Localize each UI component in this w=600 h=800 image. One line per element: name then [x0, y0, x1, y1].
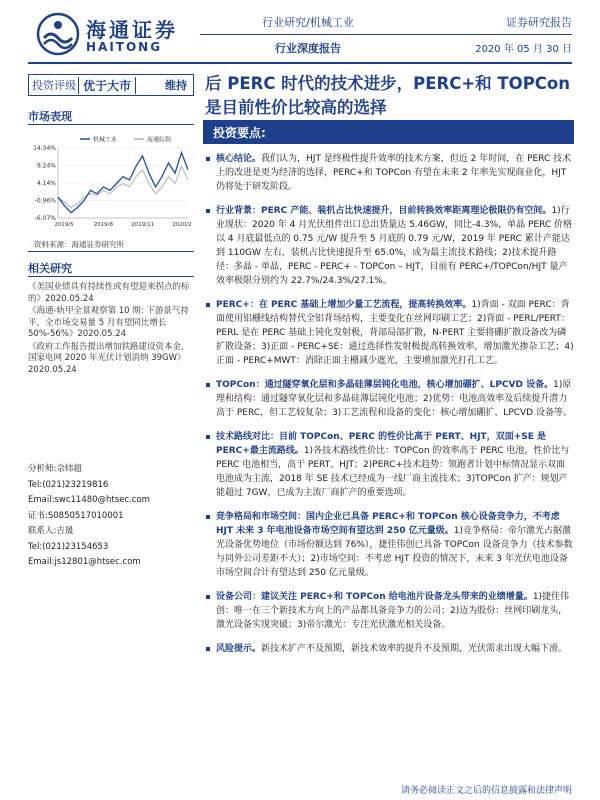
key-points-list [206, 152, 574, 666]
key-point-risk [206, 642, 574, 656]
logo-english-name: HAITONG [86, 40, 163, 54]
y-tick-label: -6.07% [34, 215, 56, 222]
bullet-icon [206, 595, 210, 599]
key-point-core-conclusion [206, 152, 574, 194]
related-research-title: 相关研究 [28, 262, 72, 275]
analyst-certificate: 证书:S0850517010001 [28, 510, 124, 521]
analyst-name: 分析师:佘炜超 [28, 464, 82, 474]
key-point-topcon [206, 378, 574, 420]
point-lead: 行业背景：PERC 产能、装机占比快速提升，目前转换效率距离理论极限仍有空间。 [216, 206, 552, 216]
chart-bottom-rule [28, 251, 194, 252]
disclaimer-footer: 请务必阅读正文之后的信息披露和法律声明 [400, 786, 572, 796]
related-item[interactable]: 《美国业绩具有持续性或有望迎来拐点的标的》2020.05.24 [28, 282, 190, 304]
y-tick-label: -0.96% [34, 197, 56, 205]
y-tick-label: 9.24% [36, 162, 56, 170]
bullet-icon [206, 303, 210, 307]
header-divider-thin [200, 34, 572, 35]
x-tick-label: 2019/8 [93, 222, 114, 228]
report-type: 行业深度报告 [275, 42, 341, 55]
y-tick-label: 4.14% [36, 180, 56, 187]
bullet-icon [206, 435, 210, 439]
header-divider-thick [28, 62, 572, 64]
contact-email[interactable]: Email:js12801@htsec.com [28, 557, 141, 567]
analyst-contacts [28, 462, 194, 571]
point-lead: 技术路线对比：目前 TOPCon、PERC 的性价比高于 PERT、HJT，双面+SE 是 PERC+最主流路线。 [216, 432, 546, 456]
point-text: 我们认为，HJT 是终极性提升效率的技术方案，但近 2 年时间，在 PERC 技术上的改进是更为经济的选择，PERC+和 TOPCon 有望在未来 2 年率先实现商业化，HJT 仍将处于研发阶段。 [216, 154, 572, 192]
x-tick-label: 2019/5 [54, 222, 74, 228]
point-lead: 竞争格局和市场空间：国内企业已具备 PERC+和 TOPCon 核心设备竞争力，不考虑 HJT 未来 3 年电池设备市场空间有望达到 250 亿元量级。 [216, 512, 560, 536]
point-lead: PERC+：在 PERC 基础上增加少量工艺流程，提高转换效率。 [216, 300, 472, 310]
investment-rating [28, 74, 194, 96]
series-line-index [58, 166, 188, 207]
bullet-icon [206, 647, 210, 651]
point-text: 1)捷佳伟创：唯一在三个新技术方向上的产品都具备竞争力的公司；2)迈为股份：丝网印刷龙头，激光设备实现突破；3)帝尔激光：专注光伏激光相关设备。 [216, 592, 570, 630]
report-title: 后 PERC 时代的技术进步，PERC+和 TOPCon 是目前性价比较高的选择 [205, 74, 570, 117]
y-tick-label: 14.34% [33, 145, 56, 152]
x-tick-label: 2019/11 [131, 222, 155, 228]
contact-tel: Tel:(021)23154653 [28, 541, 109, 552]
point-text: 新技术扩产不及预期，新技术效率的提升不及预期，光伏需求出现大幅下滑。 [261, 644, 568, 654]
legend-label: 海通综指 [147, 136, 172, 144]
rating-value: 优于大市 [78, 77, 136, 94]
market-chart [28, 132, 194, 236]
right-title: 证券研究报告 [506, 16, 572, 29]
market-performance-title: 市场表现 [28, 110, 72, 123]
contact-name: 联系人:吉晟 [28, 526, 74, 536]
point-text: 1)原理和结构：通过隧穿氧化层和多晶硅薄层钝化电池；2)优势：电池高效率及后续提升潜力高于 PERC，但工艺较复杂；3)工艺流程和设备的变化：核心增加硼扩、LPCVD 设备等。 [216, 380, 572, 418]
report-category: 行业研究/机械工业 [262, 16, 354, 29]
bullet-icon [206, 157, 210, 161]
point-text: 1)各技术路线性价比：TOPCon 的效率高于 PERC 电池，性价比与 PERC 电池相当，高于 PERT、HJT；2)PERC+技术趋势：领跑者计划中标情况显示双面电池成为主流，2018 年 SE 技术已经成为一线厂商主流技术；3)TOPCon 扩产：规划产能超过 7GW，已成为主流厂商扩产的重要选项。 [216, 446, 570, 498]
related-item[interactable]: 《政府工作报告提出增加铁路建设资本金，国家电网 2020 年光伏计划消纳 39GW》2020.05.24 [28, 341, 190, 375]
point-lead: 核心结论。 [216, 154, 262, 164]
rating-label: 投资评级 [32, 79, 76, 92]
point-text: 1)背面 - 双面 PERC：背面使用铝栅线结构替代全铝背场结构，主要变化在丝网印刷工艺；2)背面 - PERL/PERT：PERL 是在 PERC 基础上钝化发射极，背部局部扩散，N-PERT 主要将硼扩散设备改为磷扩散设备；3)正面 - PERC+SE：通过选择性发射极提高转换效率，增加激光掺杂工艺；4)正面 - PERC+MWT：消除正面主栅减少遮光，主要增加激光打孔工艺。 [216, 300, 574, 366]
key-points-header: 投资要点: [203, 120, 574, 144]
key-point-equipment-companies [206, 590, 574, 632]
key-point-perc-plus [206, 298, 574, 368]
point-lead: 风险提示。 [216, 644, 262, 654]
market-chart-svg [28, 132, 194, 236]
report-date: 2020 年 05 月 30 日 [475, 44, 572, 55]
haitong-logo-icon [36, 12, 80, 56]
market-title-rule [28, 124, 194, 125]
related-title-rule [28, 276, 194, 277]
report-header [0, 0, 600, 64]
key-point-competition-market [206, 510, 574, 580]
related-research-list [28, 282, 194, 377]
logo-chinese-name: 海通证券 [86, 18, 178, 42]
related-item[interactable]: 《海通-轨甲全景观察第 10 期: 下游景气持平，全市场交易量 5 月有望同比增长 50%-56%》2020.05.24 [28, 306, 189, 339]
bullet-icon [206, 209, 210, 213]
point-text: 1)行业现状：2020 年 4 月光伏组件出口总出货量达 5.46GW，同比-4.3%，单晶 PERC 价格以 4 月底最低点的 0.75 元/W 提升至 5 月底的 0.79 元/W，2019 年 PERC 累计产能达到 110GW 左右，装机占比快速提升至 65.0%，成为最主流技术路线；2)技术提升路径：多晶 - 单晶，PERC - PERC+ - TOPCon – HJT，目前有 PERC+/TOPCon/HJT 量产效率极限分别约为 22.7%/24.3%/27.1%。 [216, 206, 573, 286]
x-tick-label: 2020/2 [172, 222, 192, 228]
key-point-tech-comparison [206, 430, 574, 500]
point-text: 1)竞争格局：帝尔激光占据激光设备优势地位（市场份额达到 76%），捷佳伟创已具备 TOPCon 设备竞争力（技术参数与同外公司差距不大）；2)市场空间：不考虑 HJT 投资的情况下，未来 3 年光伏电池设备市场空间合计有望达到 250 亿元量级。 [216, 526, 573, 578]
rating-change: 维持 [165, 79, 187, 92]
bullet-icon [206, 515, 210, 519]
legend-label: 机械工业 [93, 136, 118, 144]
chart-source: 资料来源：海通证券研究所 [34, 240, 124, 249]
point-lead: TOPCon：通过隧穿氧化层和多晶硅薄层钝化电池，核心增加硼扩、LPCVD 设备。 [216, 380, 554, 390]
analyst-email[interactable]: Email:swc11480@htsec.com [28, 495, 150, 505]
point-lead: 设备公司：建议关注 PERC+和 TOPCon 给电池片设备龙头带来的业绩增量。 [216, 592, 533, 602]
analyst-tel: Tel:(021)23219816 [28, 479, 109, 490]
bullet-icon [206, 383, 210, 387]
key-point-industry-background [206, 204, 574, 288]
haitong-logo [36, 12, 196, 58]
